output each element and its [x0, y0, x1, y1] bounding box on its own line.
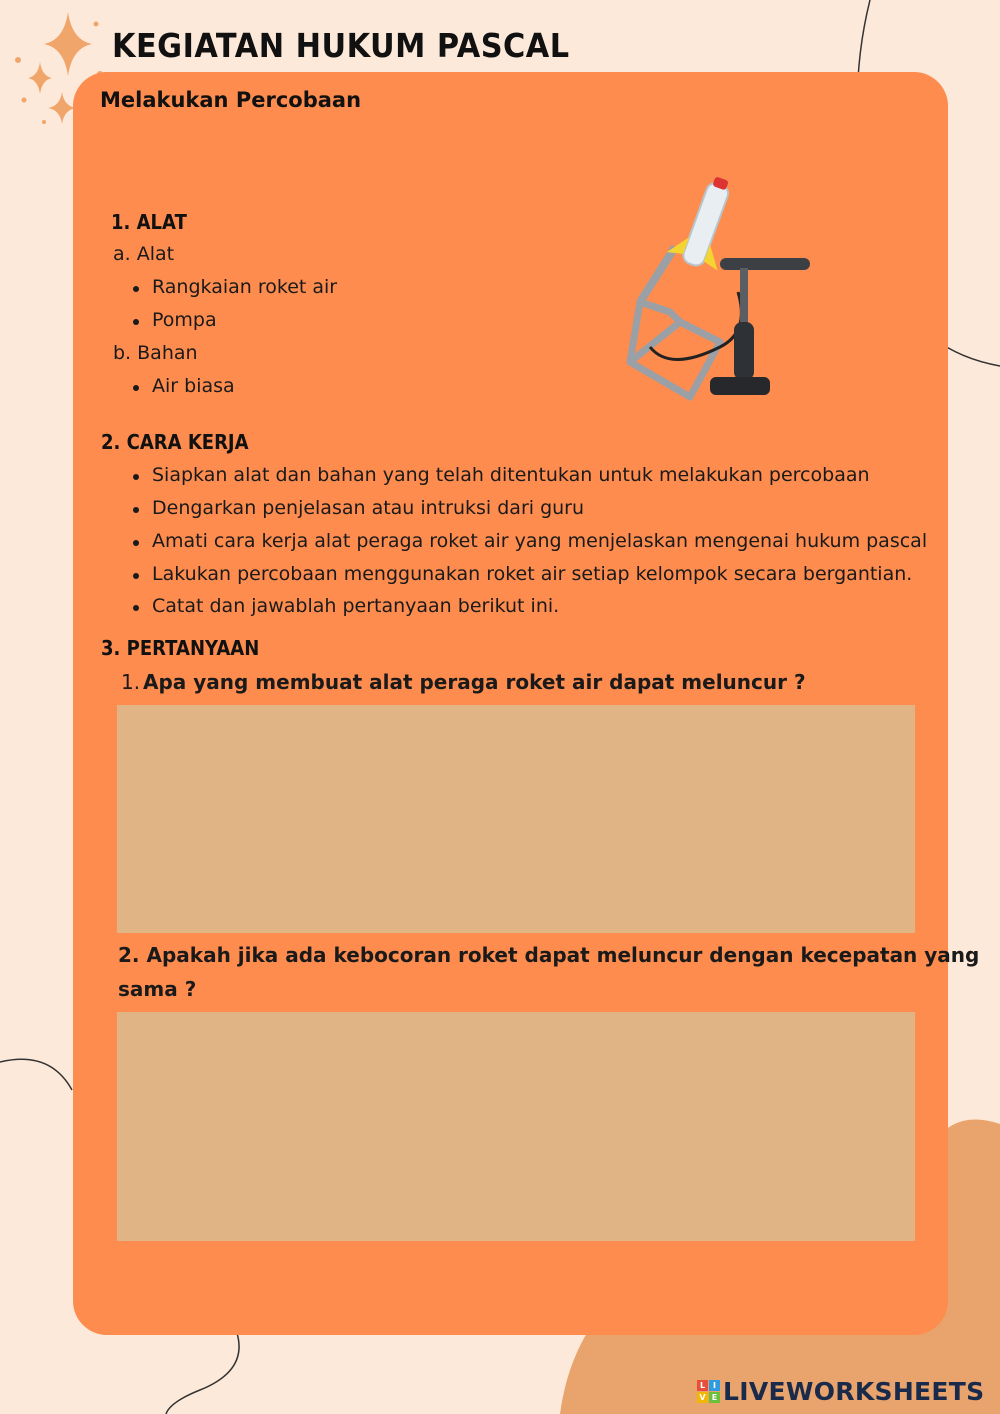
step-item: Lakukan percobaan menggunakan roket air setiap kelompok secara bergantian.: [152, 563, 913, 585]
logo-letter: V: [697, 1392, 708, 1403]
alat-item: Pompa: [152, 309, 217, 331]
step-item: Dengarkan penjelasan atau intruksi dari guru: [152, 497, 585, 519]
water-rocket-pump-image: [610, 172, 820, 412]
step-item: Amati cara kerja alat peraga roket air yang menjelaskan mengenai hukum pascal: [152, 530, 928, 552]
logo-letter: L: [697, 1380, 708, 1391]
line-decoration: [160, 1330, 250, 1414]
liveworksheets-brand: LIVEWORKSHEETS: [723, 1377, 985, 1406]
answer-2-input[interactable]: [117, 1012, 915, 1241]
liveworksheets-icon: [697, 1380, 720, 1403]
subtitle: Melakukan Percobaan: [100, 88, 362, 112]
alat-item: Rangkaian roket air: [152, 276, 338, 298]
bahan-label: b. Bahan: [113, 342, 198, 364]
step-item: Catat dan jawablah pertanyaan berikut ini.: [152, 595, 560, 617]
logo-letter: E: [709, 1392, 720, 1403]
alat-heading: 1. ALAT: [111, 210, 187, 234]
question-1: Apa yang membuat alat peraga roket air dapat meluncur ?: [143, 670, 806, 694]
alat-label: a. Alat: [113, 243, 175, 265]
pertanyaan-heading: 3. PERTANYAAN: [101, 636, 260, 660]
cara-kerja-heading: 2. CARA KERJA: [101, 430, 249, 454]
question-2-line-1: 2. Apakah jika ada kebocoran roket dapat meluncur dengan kecepatan yang: [118, 943, 980, 967]
question-1-number: 1.: [121, 670, 141, 694]
logo-letter: I: [709, 1380, 720, 1391]
step-item: Siapkan alat dan bahan yang telah ditentukan untuk melakukan percobaan: [152, 464, 870, 486]
liveworksheets-logo: [697, 1377, 984, 1406]
question-2-line-2: sama ?: [118, 977, 197, 1001]
bahan-item: Air biasa: [152, 375, 235, 397]
page-title: KEGIATAN HUKUM PASCAL: [112, 26, 570, 65]
answer-1-input[interactable]: [117, 705, 915, 933]
